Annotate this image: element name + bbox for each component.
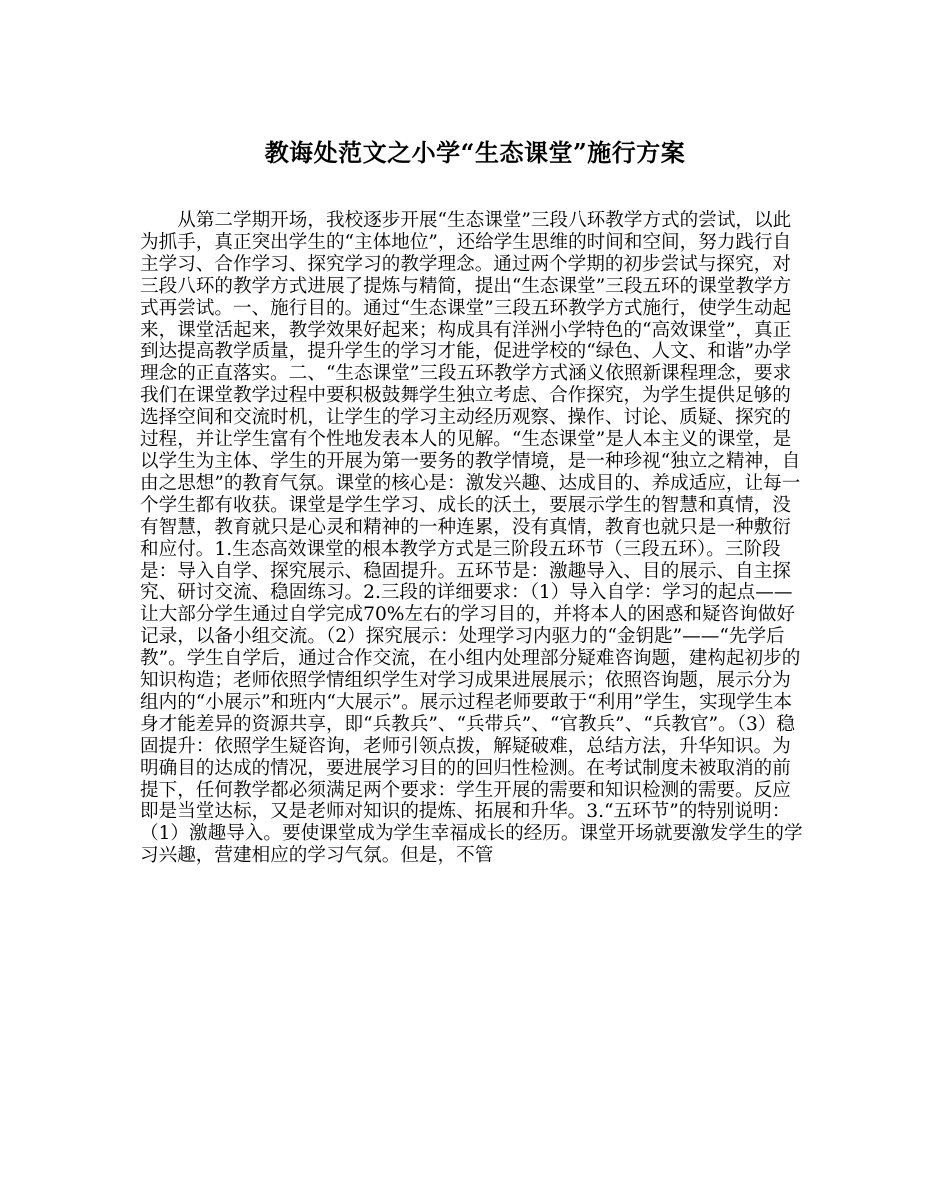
document-body-paragraph: 从第二学期开场，我校逐步开展“生态课堂”三段八环教学方式的尝试，以此为抓手，真正突出学生的“主体地位”，还给学生思维的时间和空间，努力践行自主学习、合作学习、探究学习的教学理念。通过两个学期的初步尝试与探究，对三段八环的教学方式进展了提炼与精简，提出“生态课堂”三段五环的课堂教学方式再尝试。一、施行目的。通过“生态课堂”三段五环教学方式施行，使学生动起来，课堂活起来，教学效果好起来；构成具有洋洲小学特色的“高效课堂”，真正到达提高教学质量，提升学生的学习才能，促进学校的“绿色、人文、和谐”办学理念的正直落实。二、“生态课堂”三段五环教学方式涵义依照新课程理念，要求我们在课堂教学过程中要积极鼓舞学生独立考虑、合作探究，为学生提供足够的选择空间和交流时机，让学生的学习主动经历观察、操作、讨论、质疑、探究的过程，并让学生富有个性地发表本人的见解。“生态课堂”是人本主义的课堂，是以学生为主体、学生的开展为第一要务的教学情境，是一种珍视“独立之精神，自由之思想”的教育气氛。课堂的核心是：激发兴趣、达成目的、养成适应，让每一个学生都有收获。课堂是学生学习、成长的沃土，要展示学生的智慧和真情，没有智慧，教育就只是心灵和精神的一种连累，没有真情，教育也就只是一种敷衍和应付。1.生态高效课堂的根本教学方式是三阶段五环节（三段五环）。三阶段是：导入自学、探究展示、稳固提升。五环节是：激趣导入、目的展示、自主探究、研讨交流、稳固练习。2.三段的详细要求：（1）导入自学：学习的起点——让大部分学生通过自学完成70%左右的学习目的，并将本人的困惑和疑咨询做好记录，以备小组交流。（2）探究展示：处理学习内驱力的“金钥匙”——“先学后教”。学生自学后，通过合作交流，在小组内处理部分疑难咨询题，建构起初步的知识构造；老师依照学情组织学生对学习成果进展展示；依照咨询题，展示分为组内的“小展示”和班内“大展示”。展示过程老师要敢于“利用”学生，实现学生本身才能差异的资源共享，即“兵教兵”、“兵带兵”、“官教兵”、“兵教官”。（3）稳固提升：依照学生疑咨询，老师引领点拨，解疑破难，总结方法，升华知识。为明确目的达成的情况，要进展学习目的的回归性检测。在考试制度未被取消的前提下，任何教学都必须满足两个要求：学生开展的需要和知识检测的需要。反应即是当堂达标，又是老师对知识的提炼、拓展和升华。3.“五环节”的特别说明：（1）激趣导入。要使课堂成为学生幸福成长的经历。课堂开场就要激发学生的学习兴趣，营建相应的学习气氛。但是，不管 (140, 210, 803, 867)
document-title: 教诲处范文之小学“生态课堂”施行方案 (264, 138, 686, 167)
